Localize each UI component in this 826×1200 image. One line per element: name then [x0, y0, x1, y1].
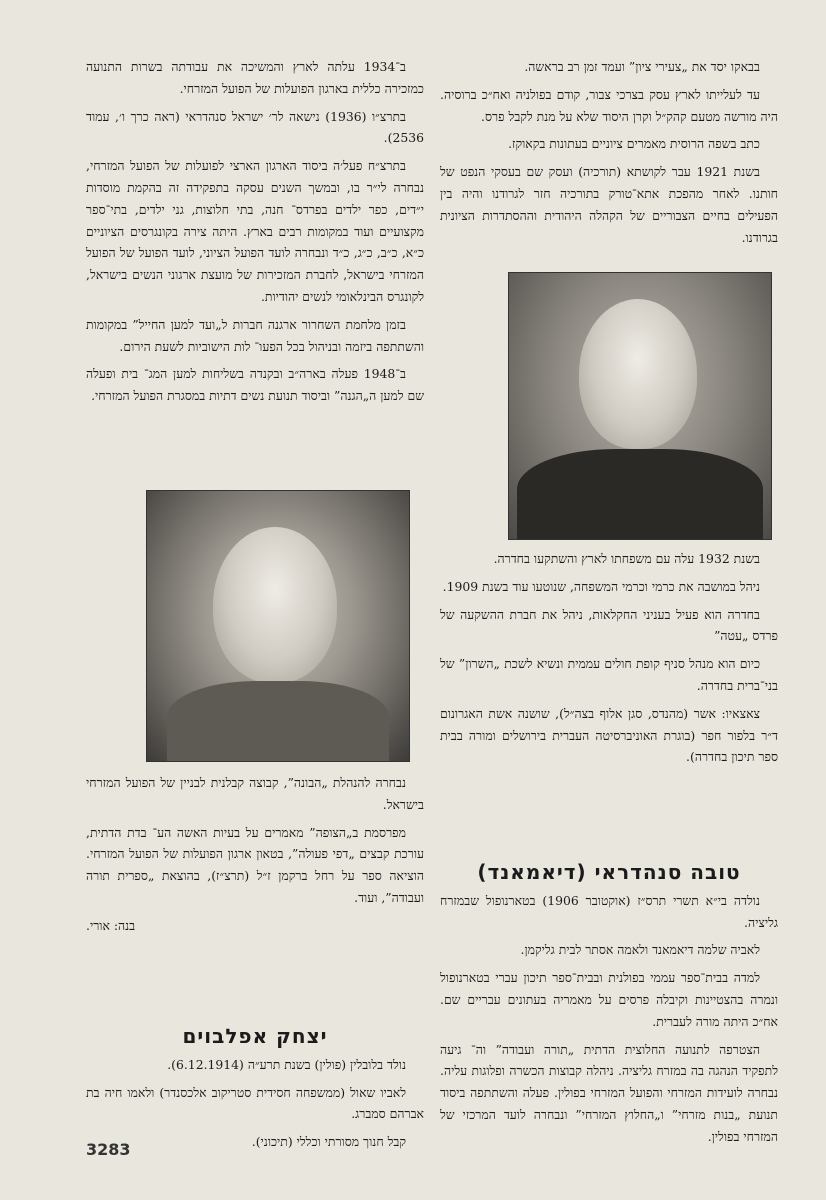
paragraph: עד לעלייתו לארץ עסק בצרכי צבור, קודם בפולניה ואח״כ ברוסיה. היה מורשה מטעם קהק״ל וקרן היסוד שלא על מנת לקבל פרס. — [440, 86, 778, 124]
paragraph: למדה בבית־ספר עממי בפולנית ובבית־ספר תיכון עברי בטארנופול ונמרה בהצטיינות וקיבלה פרסים על מאמריה בעתונים עבריים שם. אח״כ היתה מורה לעברית. — [440, 970, 778, 1029]
paragraph: לאביו שאול (ממשפחה חסידית סטריקוב אלכסנדר) ולאמו חיה בת אברהם סמברג. — [86, 1084, 424, 1122]
paragraph: נולד בלובלין (פולין) בשנת תרע״ה (6.12.1914). — [167, 1056, 406, 1072]
page-number: 3283 — [86, 1140, 131, 1159]
biography-tova-sanhedrai — [440, 862, 778, 1154]
right-column-top — [440, 56, 778, 254]
children-line: בנה: אורי. — [86, 917, 136, 933]
paragraph: הצטרפה לתנועה החלוצית הדתית „תורה ועבודה” וה־ גיעה לתפקיד הנהגה בה במזרח גליציה. ניהלה קבוצות הכשרה ופלוגות עליה. נבחרה לועידות המזרחי והפועל המזרחי בפולין. פעלה והשתתפה ביסוד תנועת „בנות מזרחי” ו„החלוץ המזרחי” ונבחרה לועד המרכזי של המזרחי בפולין. — [440, 1041, 778, 1144]
paragraph: צאצאיו: אשר (מהנדס, סגן אלוף בצה״ל), שושנה אשת האגרונום ד״ר בלפור חפר (בוגרת האוניברסיטה העברית בירושלים ומורה בבית ספר תיכון בחדרה). — [440, 705, 778, 765]
portrait-photo-woman — [146, 490, 410, 762]
left-column-top — [86, 56, 424, 413]
paragraph: ב־1934 עלתה לארץ והמשיכה את עבודתה בשרות התנועה כמזכירה כללית בארגון הפועלות של הפועל המזרחי. — [86, 59, 424, 96]
right-column-middle — [440, 548, 778, 774]
paragraph: קבל חנוך מסורתי וכללי (תיכוני). — [251, 1134, 406, 1150]
paragraph: בחדרה הוא פעיל בעניני החקלאות, ניהל את חברת ההשקעה של פרדס „עטה” — [440, 606, 778, 644]
paragraph: כיום הוא מנהל סניף קופת חולים עממית ונשיא לשכת „השרון” של בני־ברית בחדרה. — [440, 656, 778, 693]
paragraph: בתרצ״ח פעל׳ה ביסוד הארגון הארצי לפועלות של הפועל המזרחי, נבחרה לי״ר בו, ובמשך השנים עסקה בתפקידה זה בהקמת מוסדות י״דים, כפר ילדים בפרדס־ חנה, בתי חלוצות, גני ילדים, בתי־ספר מקצועיים ועוד במקומות רבים בארץ. היתה צירה בקונגרסים הציוניים כ״א, כ״ב, כ״ג, כ״ד ונבחרה לועד הפועל הציוני, לועד הפועל של הפועל המזרחי בישראל, לחברת המזכירות של מועצת ארגוני הנשים בישראל, לקונגרס הבינלאומי לנשים יהודיות. — [86, 158, 424, 304]
biography-yitzhak-apelbaum — [86, 1026, 424, 1159]
left-column-middle — [86, 772, 424, 943]
paragraph: כתב בשפה הרוסית מאמרים ציוניים בעתונות בקאוקז. — [508, 136, 760, 152]
paragraph: נולדה בי״א תשרי תרס״ז (אוקטובר 1906) בטארנופול שבמזרח גליציה. — [440, 892, 778, 930]
paragraph: נבחרה להנהלת „הבונה”, קבוצה קבלנית לבניין של הפועל המזרחי בישראל. — [86, 775, 424, 812]
portrait-photo-man — [508, 272, 772, 540]
paragraph: לאביה שלמה דיאמאנד ולאמה אסתר לבית גליקמן. — [520, 942, 760, 958]
paragraph: ב־1948 פעלה בארה״ב ובקנדה בשליחות למען המג־ בית ופעלה שם למען ה„הגנה” וביסוד תנועת נשים דתיות במסגרת הפועל המזרחי. — [86, 366, 424, 404]
paragraph: בשנת 1932 עלה עם משפחתו לארץ והשתקעו בחדרה. — [493, 551, 760, 566]
paragraph: מפרסמת ב„הצופה” מאמרים על בעיות האשה הע־ בדת הדתית, עורכת קבצים „דפי פעולה”, בטאון ארגון הפועלות של הפועל המזרחי. הוציאה ספר על רחל ברקמן ז״ל (תרצ״ז), בהוצאת „ספרית תורה ועבודה”, ועוד. — [86, 824, 424, 905]
paragraph: בשנת 1921 עבר לקושתא (תורכיה) ועסק שם בעסקי הנפט של חותנו. לאחר מהפכת אתא־טורק בתורכיה חזר לגרודנו והיה בין הפעילים בחיים הצבוריים של הקהלה היהודית וההסתדרות הציונית בגרודנו. — [440, 164, 778, 245]
section-heading: יצחק אפלבוים — [182, 1024, 328, 1048]
paragraph: בזמן מלחמת השחרור ארגנה חברות ל„ועד למען החייל” במקומות והשתתפה ביזמה ובניהול בכל הפעו־ לות הישוביות לשעת הירום. — [86, 316, 424, 354]
paragraph: בתרצ״ו (1936) נישאה לר׳ ישראל סנהדראי (ראה כרך ו׳, עמוד 2536). — [86, 108, 424, 146]
paragraph: ניהל במושבה את כרמי וכרמי המשפחה, שנוטעו עוד בשנת 1909. — [442, 578, 760, 594]
paragraph: בבאקו יסד את „צעירי ציון” ועמד זמן רב בראשה. — [524, 59, 760, 74]
section-heading: טובה סנהדראי (דיאמאנד) — [477, 860, 741, 884]
